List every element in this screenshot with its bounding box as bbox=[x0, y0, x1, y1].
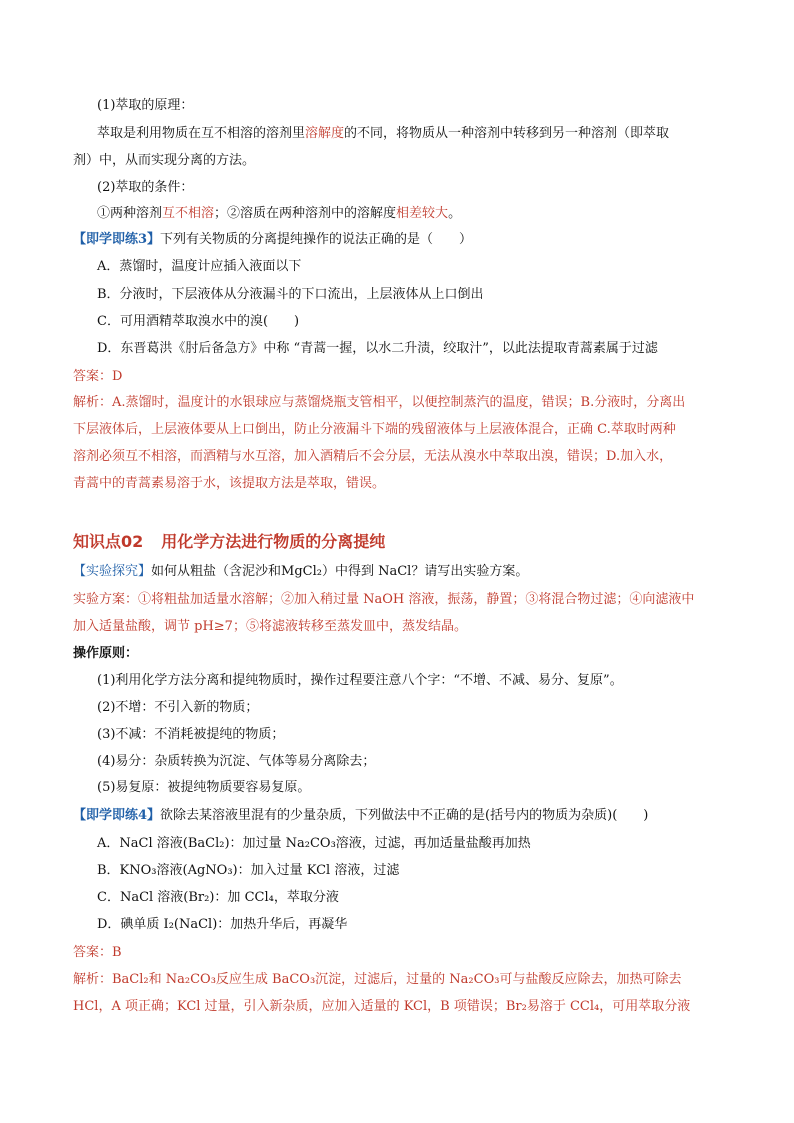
extraction-principle-body-1: 萃取是利用物质在互不相溶的溶剂里溶解度的不同，将物质从一种溶剂中转移到另一种溶剂（即萃取 bbox=[97, 126, 670, 141]
experiment-explore-tag: 【实验探究】 bbox=[73, 564, 152, 579]
exercise-3-option-c: C．可用酒精萃取溴水中的溴( ) bbox=[97, 314, 300, 329]
exercise-4-analysis-line-2: HCl，A 项正确；KCl 过量，引入新杂质，应加入适量的 KCl，B 项错误；Br₂易溶于 CCl₄，可用萃取分液 bbox=[73, 999, 691, 1014]
extraction-condition-body: ①两种溶剂互不相溶；②溶质在两种溶剂中的溶解度相差较大。 bbox=[97, 206, 462, 221]
principle-item-4: (4)易分：杂质转换为沉淀、气体等易分离除去； bbox=[97, 754, 376, 769]
experiment-plan-line-2: 加入适量盐酸，调节 pH≥7；⑤将滤液转移至蒸发皿中，蒸发结晶。 bbox=[73, 619, 467, 634]
principle-title: 操作原则： bbox=[73, 646, 139, 661]
exercise-4-question: 【即学即练4】欲除去某溶液里混有的少量杂质，下列做法中不正确的是(括号内的物质为杂质)( ) bbox=[73, 808, 649, 823]
exercise-4-option-b: B．KNO₃溶液(AgNO₃)：加入过量 KCl 溶液，过滤 bbox=[97, 863, 400, 878]
exercise-3-analysis-line-1: 解析：A.蒸馏时，温度计的水银球应与蒸馏烧瓶支管相平，以便控制蒸汽的温度，错误；B.分液时，分离出 bbox=[73, 395, 686, 410]
exercise-4-answer: 答案：B bbox=[73, 945, 122, 960]
extraction-principle-body-2: 剂）中，从而实现分离的方法。 bbox=[73, 153, 256, 168]
experiment-explore: 【实验探究】如何从粗盐（含泥沙和MgCl₂）中得到 NaCl？请写出实验方案。 bbox=[73, 564, 529, 579]
exercise-4-option-c: C．NaCl 溶液(Br₂)：加 CCl₄，萃取分液 bbox=[97, 890, 339, 905]
exercise-4-option-d: D．碘单质 I₂(NaCl)：加热升华后，再凝华 bbox=[97, 917, 348, 932]
principle-item-3: (3)不减：不消耗被提纯的物质； bbox=[97, 727, 285, 742]
exercise-4-analysis-line-1: 解析：BaCl₂和 Na₂CO₃反应生成 BaCO₃沉淀，过滤后，过量的 Na₂CO₃可与盐酸反应除去，加热可除去 bbox=[73, 972, 682, 987]
experiment-plan-line-1: 实验方案：①将粗盐加适量水溶解；②加入稍过量 NaOH 溶液，振荡，静置；③将混合物过滤；④向滤液中 bbox=[73, 592, 695, 607]
exercise-4-option-a: A．NaCl 溶液(BaCl₂)：加过量 Na₂CO₃溶液，过滤，再加适量盐酸再加热 bbox=[97, 836, 531, 851]
exercise-3-analysis-line-3: 溶剂必须互不相溶，而酒精与水互溶，加入酒精后不会分层，无法从溴水中萃取出溴，错误；D.加入水， bbox=[73, 449, 673, 464]
principle-item-1: (1)利用化学方法分离和提纯物质时，操作过程要注意八个字：“不增、不减、易分、复原”。 bbox=[97, 673, 623, 688]
exercise-4-tag: 【即学即练4】 bbox=[73, 808, 161, 823]
exercise-3-option-b: B．分液时，下层液体从分液漏斗的下口流出，上层液体从上口倒出 bbox=[97, 287, 484, 302]
exercise-3-option-a: A．蒸馏时，温度计应插入液面以下 bbox=[97, 259, 302, 274]
exercise-3-answer: 答案：D bbox=[73, 369, 123, 384]
exercise-3-tag: 【即学即练3】 bbox=[73, 232, 161, 247]
extraction-principle-title: (1)萃取的原理： bbox=[97, 98, 194, 113]
section-heading: 知识点02 用化学方法进行物质的分离提纯 bbox=[73, 532, 386, 551]
exercise-3-question: 【即学即练3】下列有关物质的分离提纯操作的说法正确的是（ ） bbox=[73, 232, 473, 247]
exercise-3-option-d: D．东晋葛洪《肘后备急方》中称 “青蒿一握，以水二升渍，绞取汁”，以此法提取青蒿素属于过滤 bbox=[97, 341, 658, 356]
exercise-3-analysis-line-4: 青蒿中的青蒿素易溶于水，该提取方法是萃取，错误。 bbox=[73, 476, 386, 491]
exercise-3-analysis-line-2: 下层液体后，上层液体要从上口倒出，防止分液漏斗下端的残留液体与上层液体混合，正确 C.萃取时两种 bbox=[73, 422, 676, 437]
extraction-condition-title: (2)萃取的条件： bbox=[97, 180, 194, 195]
principle-item-5: (5)易复原：被提纯物质要容易复原。 bbox=[97, 780, 311, 795]
principle-item-2: (2)不增：不引入新的物质； bbox=[97, 700, 259, 715]
